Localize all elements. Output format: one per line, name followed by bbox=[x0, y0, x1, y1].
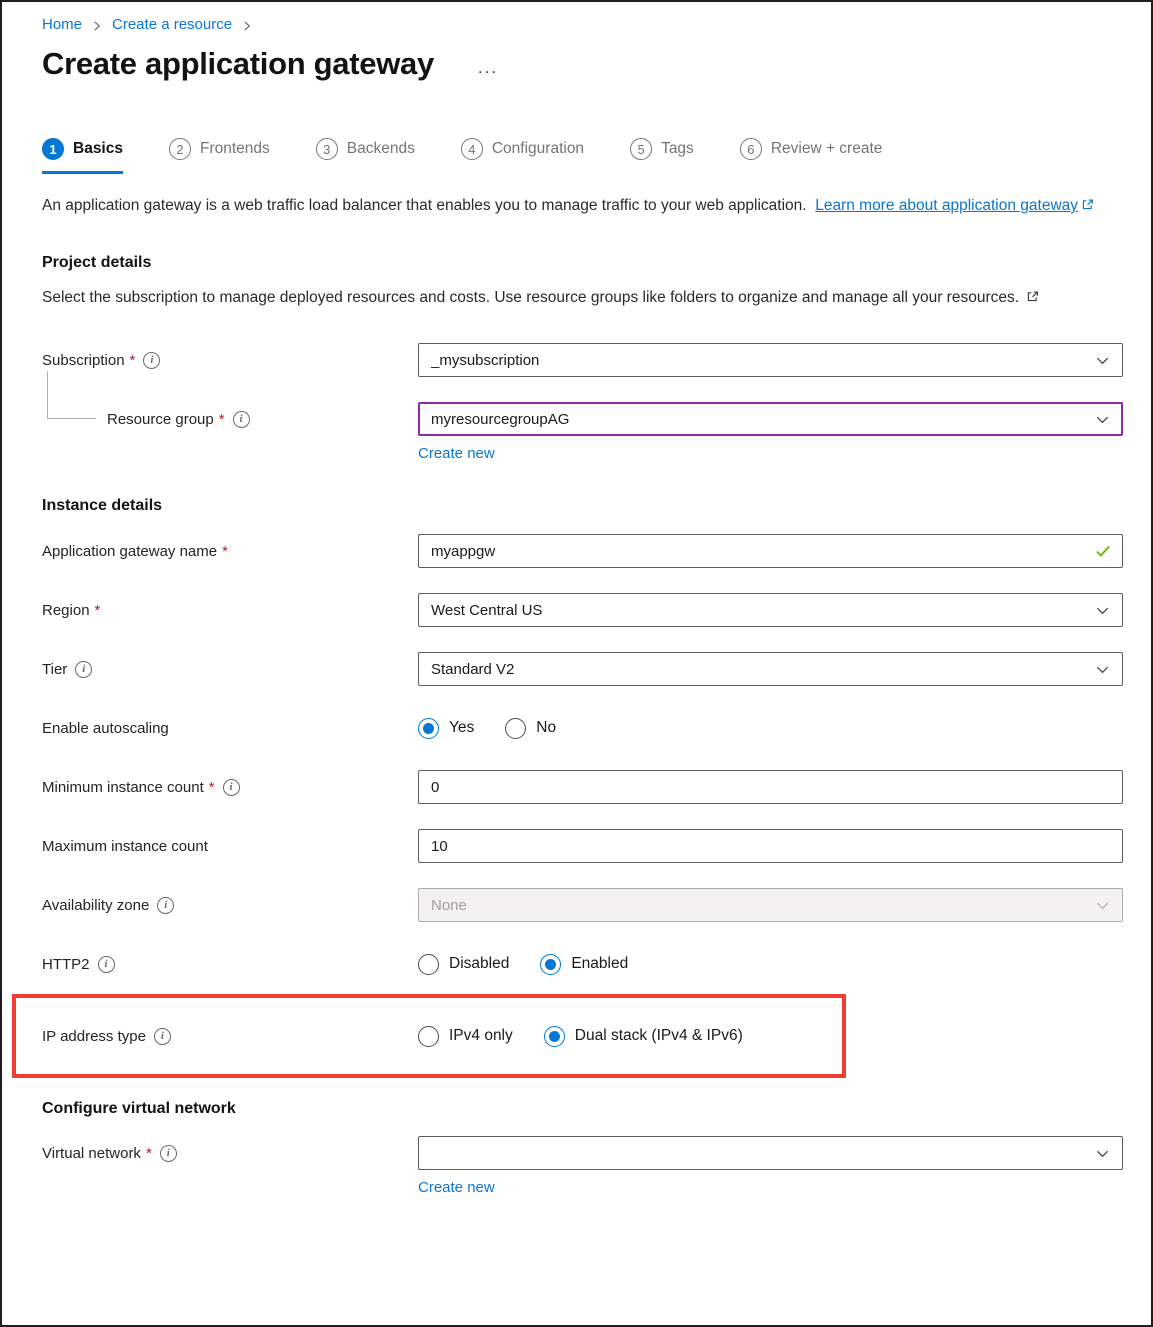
min-instance-count-row bbox=[42, 770, 1123, 804]
chevron-right-icon bbox=[91, 20, 103, 32]
chevron-right-icon bbox=[241, 20, 253, 32]
http2-radio-group bbox=[418, 954, 1123, 975]
enable-autoscaling-radio-group bbox=[418, 718, 1123, 739]
radio-label: Dual stack (IPv4 & IPv6) bbox=[574, 1027, 743, 1044]
project-details-description bbox=[42, 285, 1123, 312]
wizard-tabs bbox=[42, 138, 1123, 174]
required-marker: * bbox=[94, 601, 101, 619]
breadcrumb-create-resource-link[interactable]: Create a resource bbox=[112, 16, 233, 33]
http2-enabled-option[interactable] bbox=[540, 954, 628, 975]
region-row bbox=[42, 593, 1123, 627]
info-icon[interactable]: i bbox=[233, 411, 250, 428]
external-link-icon bbox=[1081, 194, 1094, 220]
app-gateway-name-row bbox=[42, 534, 1123, 568]
step-number-badge: 2 bbox=[169, 138, 191, 160]
autoscaling-no-option[interactable] bbox=[505, 718, 556, 739]
intro-description: An application gateway is a web traffic load balancer that enables you to manage traffic to your web application. bbox=[42, 197, 807, 214]
learn-more-link[interactable]: Learn more about application gateway bbox=[815, 197, 1079, 214]
step-number-badge: 4 bbox=[461, 138, 483, 160]
project-details-heading: Project details bbox=[42, 254, 152, 271]
min-instance-count-input[interactable] bbox=[418, 770, 1123, 804]
radio-selected-icon bbox=[540, 954, 561, 975]
radio-label: Yes bbox=[449, 719, 475, 736]
subscription-value: _mysubscription bbox=[431, 351, 540, 369]
tab-frontends[interactable] bbox=[169, 138, 270, 174]
step-number-badge: 1 bbox=[42, 138, 64, 160]
tab-backends[interactable] bbox=[316, 138, 415, 174]
tier-value: Standard V2 bbox=[431, 660, 515, 678]
ipv4-only-option[interactable] bbox=[418, 1026, 513, 1047]
required-marker: * bbox=[145, 1144, 152, 1162]
required-marker: * bbox=[208, 778, 215, 796]
availability-zone-value: None bbox=[431, 896, 467, 914]
region-value: West Central US bbox=[431, 601, 543, 619]
app-gateway-name-label: Application gateway name bbox=[42, 542, 218, 560]
dual-stack-option[interactable] bbox=[544, 1026, 743, 1047]
subscription-label: Subscription bbox=[42, 351, 125, 369]
info-icon[interactable]: i bbox=[160, 1145, 177, 1162]
radio-selected-icon bbox=[418, 718, 439, 739]
resource-group-label: Resource group bbox=[107, 410, 214, 428]
create-application-gateway-page bbox=[2, 2, 1151, 1197]
hierarchy-connector-line bbox=[47, 371, 96, 419]
radio-label: Disabled bbox=[449, 955, 510, 972]
step-number-badge: 5 bbox=[630, 138, 652, 160]
tab-review-create[interactable] bbox=[740, 138, 883, 174]
resource-group-create-new-link[interactable]: Create new bbox=[418, 445, 495, 462]
radio-unselected-icon bbox=[418, 954, 439, 975]
tab-label: Backends bbox=[346, 140, 415, 157]
tab-label: Frontends bbox=[199, 140, 270, 157]
valid-check-icon bbox=[1094, 542, 1112, 565]
subscription-dropdown[interactable] bbox=[418, 343, 1123, 377]
virtual-network-dropdown[interactable] bbox=[418, 1136, 1123, 1170]
required-marker: * bbox=[129, 351, 136, 369]
step-number-badge: 6 bbox=[740, 138, 762, 160]
info-icon[interactable]: i bbox=[157, 897, 174, 914]
virtual-network-row bbox=[42, 1136, 1123, 1197]
resource-group-dropdown[interactable] bbox=[418, 402, 1123, 436]
info-icon[interactable]: i bbox=[154, 1028, 171, 1045]
intro-text bbox=[42, 193, 1123, 220]
tab-label: Tags bbox=[661, 140, 694, 157]
availability-zone-label: Availability zone bbox=[42, 896, 150, 914]
enable-autoscaling-label: Enable autoscaling bbox=[42, 719, 169, 737]
breadcrumb bbox=[42, 16, 1123, 33]
tier-dropdown[interactable] bbox=[418, 652, 1123, 686]
subscription-row bbox=[42, 343, 1123, 377]
chevron-down-icon bbox=[1095, 412, 1110, 427]
max-instance-count-input[interactable] bbox=[418, 829, 1123, 863]
resource-group-value: myresourcegroupAG bbox=[431, 410, 570, 428]
region-dropdown[interactable] bbox=[418, 593, 1123, 627]
more-options-button[interactable]: ... bbox=[477, 57, 499, 77]
availability-zone-dropdown bbox=[418, 888, 1123, 922]
chevron-down-icon bbox=[1095, 898, 1110, 913]
radio-unselected-icon bbox=[505, 718, 526, 739]
ip-address-type-highlight-box bbox=[12, 994, 846, 1078]
chevron-down-icon bbox=[1095, 662, 1110, 677]
autoscaling-yes-option[interactable] bbox=[418, 718, 474, 739]
step-number-badge: 3 bbox=[316, 138, 338, 160]
page-title: Create application gateway bbox=[42, 46, 434, 81]
virtual-network-create-new-link[interactable]: Create new bbox=[418, 1179, 495, 1196]
breadcrumb-home-link[interactable]: Home bbox=[42, 16, 83, 33]
availability-zone-row bbox=[42, 888, 1123, 922]
radio-label: IPv4 only bbox=[449, 1027, 513, 1044]
virtual-network-label: Virtual network bbox=[42, 1144, 141, 1162]
radio-selected-icon bbox=[544, 1026, 565, 1047]
ip-address-type-row bbox=[42, 1019, 842, 1053]
ip-address-type-label: IP address type bbox=[42, 1027, 146, 1045]
external-link-icon[interactable] bbox=[1026, 286, 1039, 312]
project-details-description-text: Select the subscription to manage deployed resources and costs. Use resource groups like folders to organize and manage all your resources. bbox=[42, 289, 1020, 306]
max-instance-count-row bbox=[42, 829, 1123, 863]
http2-row bbox=[42, 947, 1123, 981]
tab-basics[interactable] bbox=[42, 138, 123, 174]
http2-disabled-option[interactable] bbox=[418, 954, 509, 975]
tier-row bbox=[42, 652, 1123, 686]
chevron-down-icon bbox=[1095, 353, 1110, 368]
required-marker: * bbox=[218, 410, 225, 428]
min-instance-count-label: Minimum instance count bbox=[42, 778, 204, 796]
info-icon[interactable]: i bbox=[143, 352, 160, 369]
max-instance-count-label: Maximum instance count bbox=[42, 837, 208, 855]
tab-label: Basics bbox=[73, 140, 123, 157]
region-label: Region bbox=[42, 601, 90, 619]
radio-unselected-icon bbox=[418, 1026, 439, 1047]
required-marker: * bbox=[222, 542, 228, 560]
radio-label: No bbox=[536, 719, 557, 736]
tab-label: Configuration bbox=[491, 140, 585, 157]
ip-address-type-radio-group bbox=[418, 1026, 842, 1047]
tab-tags[interactable] bbox=[630, 138, 694, 174]
info-icon[interactable]: i bbox=[98, 956, 115, 973]
info-icon[interactable]: i bbox=[75, 661, 92, 678]
chevron-down-icon bbox=[1095, 1146, 1110, 1161]
enable-autoscaling-row bbox=[42, 711, 1123, 745]
instance-details-heading: Instance details bbox=[42, 497, 163, 514]
info-icon[interactable]: i bbox=[223, 779, 240, 796]
tier-label: Tier bbox=[42, 660, 68, 678]
configure-virtual-network-heading: Configure virtual network bbox=[42, 1100, 236, 1117]
tab-label: Review + create bbox=[770, 140, 883, 157]
http2-label: HTTP2 bbox=[42, 955, 90, 973]
radio-label: Enabled bbox=[571, 955, 629, 972]
tab-configuration[interactable] bbox=[461, 138, 584, 174]
app-gateway-name-input[interactable] bbox=[418, 534, 1123, 568]
chevron-down-icon bbox=[1095, 603, 1110, 618]
resource-group-row bbox=[42, 402, 1123, 463]
